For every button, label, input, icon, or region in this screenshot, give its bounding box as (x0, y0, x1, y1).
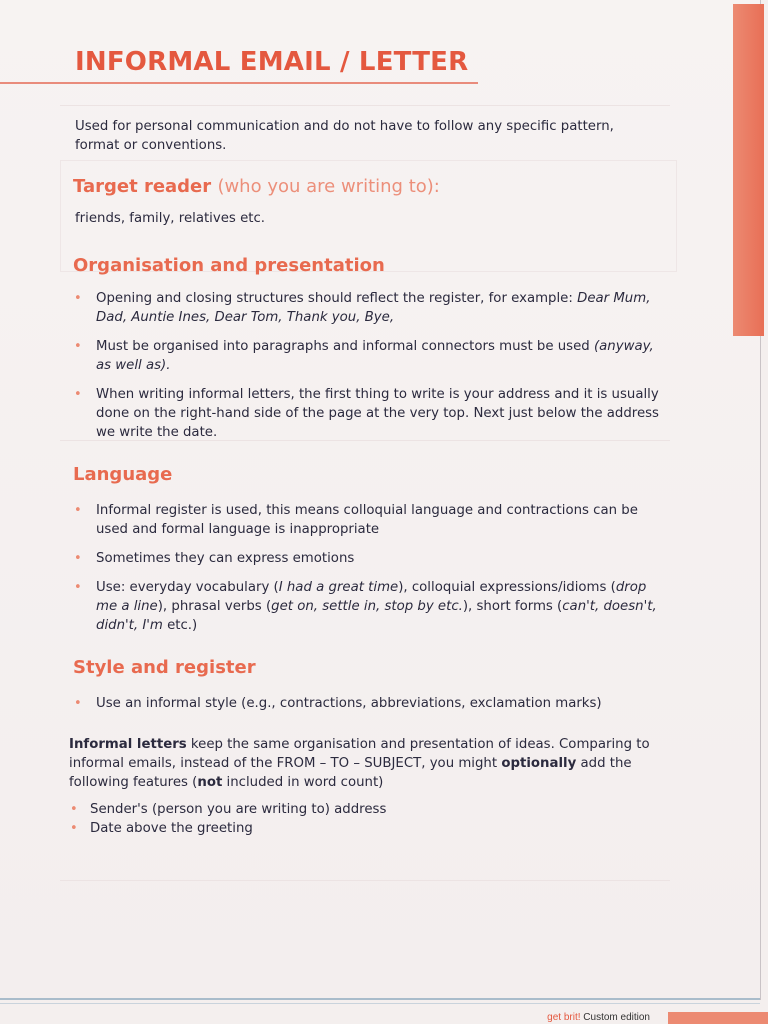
language-list (74, 501, 666, 645)
list-item: • Use: everyday vocabulary (I had a great time), colloquial expressions/idioms (drop me a line), phrasal verbs (get on, settle in, stop by etc.), short forms (can't, doesn't, didn't, I'm etc.) (74, 578, 666, 635)
target-reader-subtitle: (who you are writing to): (217, 176, 440, 197)
target-reader-title: Target reader (73, 176, 212, 197)
list-item: • Date above the greeting (70, 819, 660, 838)
organisation-list (74, 289, 664, 452)
footer-edition: Custom edition (583, 1012, 650, 1023)
list-item: • Sender's (person you are writing to) address (70, 800, 660, 819)
intro-paragraph: Used for personal communication and do not have to follow any specific pattern, format or conventions. (75, 119, 614, 153)
letters-list (70, 800, 660, 838)
organisation-heading: Organisation and presentation (73, 255, 385, 276)
page-title: INFORMAL EMAIL / LETTER (75, 47, 469, 77)
language-heading: Language (73, 464, 173, 485)
footer-rule (0, 998, 760, 1000)
list-item: • Use an informal style (e.g., contractions, abbreviations, exclamation marks) (74, 694, 664, 713)
letters-paragraph: Informal letters keep the same organisation and presentation of ideas. Comparing to informal emails, instead of the FROM – TO – SUBJECT, you might optionally add the following features (not included in word count) (69, 737, 650, 790)
title-rule (0, 82, 478, 84)
footer-tab (668, 1012, 768, 1024)
style-heading: Style and register (73, 657, 256, 678)
target-reader-text: friends, family, relatives etc. (75, 211, 266, 226)
footer-brand: get brit! (547, 1012, 581, 1023)
target-reader-heading (73, 176, 440, 197)
footer-rule-thin (0, 1003, 760, 1004)
list-item: • Opening and closing structures should reflect the register, for example: Dear Mum, Dad, Auntie Ines, Dear Tom, Thank you, Bye, (74, 289, 664, 327)
list-item: • Must be organised into paragraphs and informal connectors must be used (anyway, as well as). (74, 337, 664, 375)
style-list (74, 694, 664, 723)
list-item: • Sometimes they can express emotions (74, 549, 666, 568)
bleed-through-line (60, 105, 670, 106)
bleed-through-line (60, 880, 670, 881)
list-item: • Informal register is used, this means colloquial language and contractions can be used and formal language is inappropriate (74, 501, 666, 539)
side-tab (733, 4, 764, 336)
list-item: • When writing informal letters, the first thing to write is your address and it is usually done on the right-hand side of the page at the very top. Next just below the address we write the date. (74, 385, 664, 442)
footer (547, 1012, 650, 1023)
